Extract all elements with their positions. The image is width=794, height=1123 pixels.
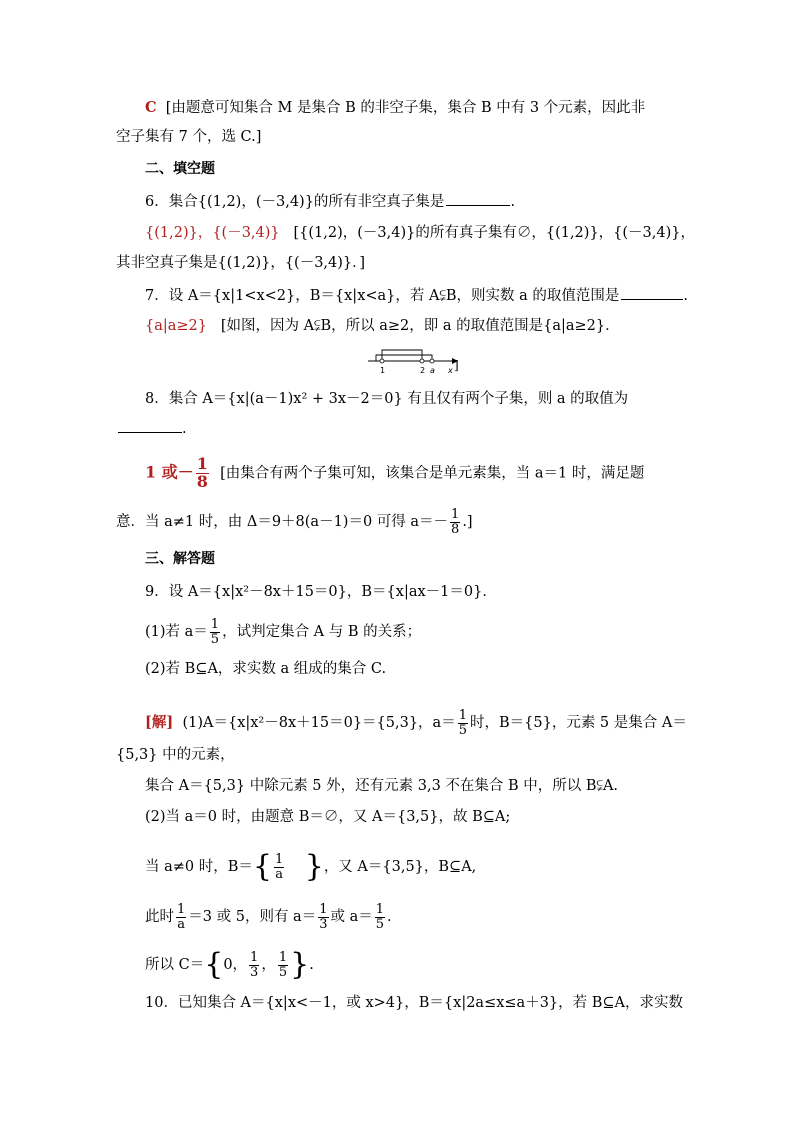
q8-answer-fraction: $\frac{1}{8}$: [196, 454, 208, 491]
q7-explanation-text: [如图，因为 A⫋B，所以 a≥2，即 a 的取值范围是{a|a≥2}．: [220, 318, 620, 334]
q5-answer: C: [145, 99, 157, 116]
q9-solution6-fraction2: $\frac{1}{3}$: [319, 902, 328, 932]
q9-solution6-end: .: [387, 909, 392, 926]
q9-part2: (2)若 B⊆A，求实数 a 组成的集合 C.: [145, 661, 387, 677]
q9-part1-text: (1)若 a＝: [145, 624, 208, 641]
number-line-label-a: a: [430, 366, 435, 374]
q7-question: [145, 285, 715, 306]
open-point-2: [420, 359, 424, 363]
q9-solution-text-end: 时，B＝{5}，元素 5 是集合 A＝: [469, 715, 687, 732]
q9-solution7-end: .: [309, 957, 314, 973]
q5-explanation-line2: 空子集有 7 个，选 C.]: [116, 129, 262, 145]
q9-solution-line5: [145, 849, 715, 884]
q9-solution-text: (1)A＝{x|x²－8x＋15＝0}＝{5,3}，a＝: [182, 715, 456, 732]
q8-question-end: .: [182, 421, 187, 437]
number-line-label-1: 1: [380, 366, 386, 374]
q9-solution-line2: {5,3} 中的元素，: [116, 747, 235, 763]
q7-answer-blank: [621, 285, 683, 300]
left-brace-c: {: [204, 947, 224, 982]
q6-question-text: 6．集合{(1,2)，(－3,4)}的所有非空真子集是: [145, 194, 445, 210]
q9-solution-line7: [145, 947, 715, 982]
open-point-a: [430, 359, 434, 363]
q9-solution6-text2: ＝3 或 5，则有 a＝: [188, 909, 317, 926]
q7-figure-close: ]: [454, 358, 459, 372]
q9-solution-fraction: $\frac{1}{5}$: [458, 708, 467, 738]
q5-explanation-line1: [145, 98, 715, 118]
q9-solution7-fraction1: $\frac{1}{3}$: [250, 949, 259, 980]
q9-solution6-fraction1: $\frac{1}{a}$: [177, 902, 186, 932]
q8-question: 8．集合 A＝{x|(a－1)x² + 3x－2＝0} 有且仅有两个子集，则 a 的取值为: [145, 391, 629, 407]
q9-solution-line1: [145, 709, 715, 737]
q9-part1: [145, 618, 715, 646]
q9-solution5-fraction: $\frac{1}{a}$: [275, 851, 284, 882]
q8-explanation-fraction: $\frac{1}{8}$: [451, 507, 460, 537]
q9-solution6-text3: 或 a＝: [330, 909, 373, 926]
q6-answer: {(1,2)}，{(－3,4)}: [145, 225, 280, 241]
q9-question: 9．设 A＝{x|x²－8x＋15＝0}，B＝{x|ax－1＝0}．: [145, 584, 497, 600]
q9-part1-text-end: ，试判定集合 A 与 B 的关系；: [222, 624, 422, 641]
q9-solution5-text-end: ，又 A＝{3,5}，B⊆A,: [323, 859, 477, 875]
q9-solution7-text: 所以 C＝: [145, 957, 205, 973]
q9-solution7-comma: ，: [261, 957, 276, 973]
q6-explanation-line2: 其非空真子集是{(1,2)}，{(－3,4)}．]: [116, 255, 366, 271]
q6-question-end: .: [510, 194, 516, 210]
q8-explanation: [由集合有两个子集可知，该集合是单元素集，当 a＝1 时，满足题: [220, 465, 645, 482]
q9-solution6-fraction3: $\frac{1}{5}$: [375, 902, 385, 932]
q8-explanation-end: .]: [462, 514, 473, 531]
q7-answer: {a|a≥2}: [145, 318, 208, 334]
set-a-bracket: [382, 350, 422, 361]
number-line-label-x: x: [448, 366, 453, 374]
q9-solution5-text: 当 a≠0 时，B＝: [145, 859, 253, 875]
right-brace-c: }: [290, 947, 310, 982]
q9-solution7-fraction2: $\frac{1}{5}$: [278, 949, 288, 980]
q10-question: 10．已知集合 A＝{x|x<－1，或 x>4}，B＝{x|2a≤x≤a＋3}，若 B⊆A，求实数: [145, 995, 684, 1011]
q9-solution-line6: [145, 903, 715, 931]
q7-number-line-figure: [366, 344, 462, 374]
q9-part1-fraction: $\frac{1}{5}$: [210, 617, 220, 647]
solution-tag: [解]: [145, 714, 174, 732]
q7-explanation: [145, 316, 715, 336]
q9-solution-line4: (2)当 a＝0 时，由题意 B＝∅，又 A＝{3,5}，故 B⊆A;: [145, 809, 511, 825]
q6-answer-blank: [446, 191, 510, 206]
q8-blank-line: [116, 418, 686, 439]
q8-explanation-line1: [145, 456, 715, 491]
q6-question: [145, 191, 715, 212]
q7-question-text: 7．设 A＝{x|1<x<2}，B＝{x|x<a}，若 A⫋B，则实数 a 的取值范围是: [145, 288, 620, 304]
q9-solution7-zero: 0，: [223, 957, 248, 973]
open-point-1: [380, 359, 384, 363]
q9-solution-line3: 集合 A＝{5,3} 中除元素 5 外，还有元素 3,3 不在集合 B 中，所以 B⫋A.: [145, 778, 619, 794]
q7-question-end: .: [683, 288, 688, 304]
section-fill-in-title: 二、填空题: [145, 161, 215, 177]
q9-solution6-text: 此时: [145, 909, 174, 926]
q6-explanation-line1: [145, 223, 715, 243]
section-solve-title: 三、解答题: [145, 551, 215, 567]
q8-explanation-line2: [116, 508, 686, 536]
q8-answer: 1 或－: [145, 462, 194, 482]
q5-explanation: [由题意可知集合 M 是集合 B 的非空子集，集合 B 中有 3 个元素，因此非: [165, 100, 646, 116]
right-brace: }: [304, 849, 324, 884]
q8-answer-blank: [118, 418, 182, 433]
q8-explanation-text: 意．当 a≠1 时，由 Δ＝9＋8(a－1)＝0 可得 a＝－: [116, 514, 449, 531]
number-line-label-2: 2: [420, 366, 426, 374]
left-brace: {: [252, 849, 272, 884]
q6-explanation: [{(1,2)，(－3,4)}的所有真子集有∅，{(1,2)}，{(－3,4)}，: [293, 225, 695, 241]
